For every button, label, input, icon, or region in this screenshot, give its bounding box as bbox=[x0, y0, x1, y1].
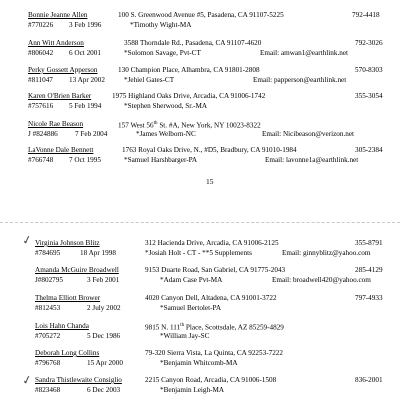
member-entry bbox=[0, 323, 400, 343]
member-date: 6 Dec 2003 bbox=[87, 386, 121, 394]
member-sponsor: *Josiah Holt - CT - **5 Supplements bbox=[145, 249, 252, 257]
member-sponsor: *Benjamin Whitcomb-MA bbox=[160, 359, 238, 367]
member-email: Email: lavonne1a@earthlink.net bbox=[265, 156, 359, 164]
member-sponsor: *Samuel Bertolet-PA bbox=[160, 304, 222, 312]
member-entry bbox=[0, 147, 400, 167]
member-entry bbox=[0, 267, 400, 287]
member-name: Amanda McGuire Broadwell bbox=[35, 266, 119, 274]
member-sponsor: *Benjamin Leigh-MA bbox=[160, 386, 225, 394]
member-name: Sandra Thistlewaite Consiglio bbox=[35, 376, 122, 384]
member-name: Nicole Rae Beason bbox=[28, 120, 84, 128]
member-name: LaVonne Dale Bennett bbox=[28, 146, 94, 154]
member-id: #705272 bbox=[35, 332, 61, 340]
member-id: #757616 bbox=[28, 102, 54, 110]
member-phone: 285-4129 bbox=[355, 266, 383, 274]
member-id: J #824886 bbox=[28, 130, 58, 138]
member-name: Lois Hahn Chanda bbox=[35, 322, 89, 330]
member-sponsor: *Timothy Wight-MA bbox=[130, 21, 192, 29]
member-id: J#802795 bbox=[35, 276, 63, 284]
address-superscript: th bbox=[180, 323, 185, 328]
address-part: 157 West 56 bbox=[118, 121, 154, 130]
member-email: Email: broadwell420@yahoo.com bbox=[272, 276, 371, 284]
member-sponsor: *Samuel Harshbarger-PA bbox=[124, 156, 198, 164]
member-entry bbox=[0, 295, 400, 315]
member-date: 18 Apr 1998 bbox=[80, 249, 116, 257]
member-entry bbox=[0, 12, 400, 32]
member-id: #766748 bbox=[28, 156, 54, 164]
member-address: 100 S. Greenwood Avenue #5, Pasadena, CA 91107-5225 bbox=[118, 11, 284, 19]
member-entry bbox=[0, 121, 400, 141]
member-email: Email: amwan1@earthlink.net bbox=[260, 49, 349, 57]
member-sponsor: *Jehiel Gates-CT bbox=[124, 76, 175, 84]
member-name: Bonnie Jeanne Allen bbox=[28, 11, 88, 19]
member-id: #811047 bbox=[28, 76, 53, 84]
member-sponsor: *Stephen Sherwood, Sr.-MA bbox=[124, 102, 208, 110]
member-address bbox=[118, 121, 261, 130]
member-date: 6 Oct 2001 bbox=[69, 49, 101, 57]
page-number: 15 bbox=[206, 177, 214, 186]
member-date: 7 Oct 1995 bbox=[69, 156, 101, 164]
member-address: 9153 Duarte Road, San Gabriel, CA 91775-2043 bbox=[145, 266, 286, 274]
member-address bbox=[145, 323, 284, 332]
member-address: 79-320 Sierra Vista, La Quinta, CA 92253-7222 bbox=[145, 349, 283, 357]
member-phone: 792-3026 bbox=[355, 39, 383, 47]
member-name: Perky Gossett Apperson bbox=[28, 66, 98, 74]
check-mark-icon: ✓ bbox=[20, 372, 34, 388]
member-phone: 836-2001 bbox=[355, 376, 383, 384]
member-sponsor: *James Welborn-NC bbox=[136, 130, 196, 138]
member-entry bbox=[0, 93, 400, 113]
check-mark-icon: ✓ bbox=[20, 232, 34, 248]
member-name: Virginia Johnson Blitz bbox=[35, 239, 100, 247]
member-date: 13 Apr 2002 bbox=[69, 76, 105, 84]
member-id: #770226 bbox=[28, 21, 54, 29]
member-entry bbox=[0, 40, 400, 60]
member-sponsor: *Adam Case Pvt-MA bbox=[160, 276, 223, 284]
member-name: Karen O'Brien Barker bbox=[28, 92, 92, 100]
member-sponsor: *Solomon Savage, Pvt-CT bbox=[124, 49, 201, 57]
address-part: Place, Scottsdale, AZ 85259-4829 bbox=[184, 323, 284, 332]
address-part: St. #A, New York, NY 10023-8322 bbox=[157, 121, 261, 130]
member-name: Thelma Elliott Brower bbox=[35, 294, 101, 302]
member-name: Deborah Long Collins bbox=[35, 349, 100, 357]
member-address: 130 Champion Place, Alhambra, CA 91801-2808 bbox=[118, 66, 260, 74]
member-date: 15 Apr 2000 bbox=[87, 359, 123, 367]
member-id: #784695 bbox=[35, 249, 61, 257]
page-divider bbox=[0, 222, 400, 223]
member-sponsor: *William Jay-SC bbox=[160, 332, 210, 340]
address-part: 9815 N. 111 bbox=[145, 323, 181, 332]
member-address: 1763 Royal Oaks Drive, N., #D5, Bradbury, CA 91010-1984 bbox=[122, 146, 297, 154]
member-address: 4020 Canyon Dell, Altadena, CA 91001-3722 bbox=[145, 294, 277, 302]
member-date: 2 July 2002 bbox=[87, 304, 121, 312]
member-address: 3588 Thorndale Rd., Pasadena, CA 91107-4620 bbox=[124, 39, 262, 47]
member-date: 7 Feb 2004 bbox=[75, 130, 108, 138]
member-id: #812453 bbox=[35, 304, 61, 312]
member-phone: 797-4933 bbox=[355, 294, 383, 302]
member-phone: 355-3054 bbox=[355, 92, 383, 100]
member-address: 2215 Canyon Road, Arcadia, CA 91006-1508 bbox=[145, 376, 277, 384]
member-phone: 570-8303 bbox=[355, 66, 383, 74]
member-id: #806042 bbox=[28, 49, 54, 57]
address-superscript: th bbox=[153, 121, 158, 126]
member-email: Email: papperson@earthlink.net bbox=[253, 76, 347, 84]
member-entry bbox=[0, 67, 400, 87]
member-entry bbox=[0, 240, 400, 260]
member-address: 1975 Highland Oaks Drive, Arcadia, CA 91006-1742 bbox=[112, 92, 266, 100]
member-id: #796768 bbox=[35, 359, 61, 367]
member-date: 5 Dec 1986 bbox=[87, 332, 121, 340]
member-phone: 792-4418 bbox=[352, 11, 380, 19]
member-name: Ann Witt Anderson bbox=[28, 39, 84, 47]
member-entry bbox=[0, 350, 400, 370]
member-email: Email: ginnyblitz@yahoo.com bbox=[282, 249, 371, 257]
member-date: 5 Feb 1994 bbox=[69, 102, 102, 110]
member-address: 312 Hacienda Drive, Arcadia, CA 91006-2125 bbox=[145, 239, 279, 247]
member-date: 3 Feb 2001 bbox=[87, 276, 120, 284]
member-date: 3 Feb 1996 bbox=[69, 21, 102, 29]
member-email: Email: Nicibeason@verizon.net bbox=[262, 130, 355, 138]
member-entry bbox=[0, 377, 400, 397]
member-phone: 305-2384 bbox=[355, 146, 383, 154]
member-phone: 355-8791 bbox=[355, 239, 383, 247]
member-id: #823468 bbox=[35, 386, 61, 394]
